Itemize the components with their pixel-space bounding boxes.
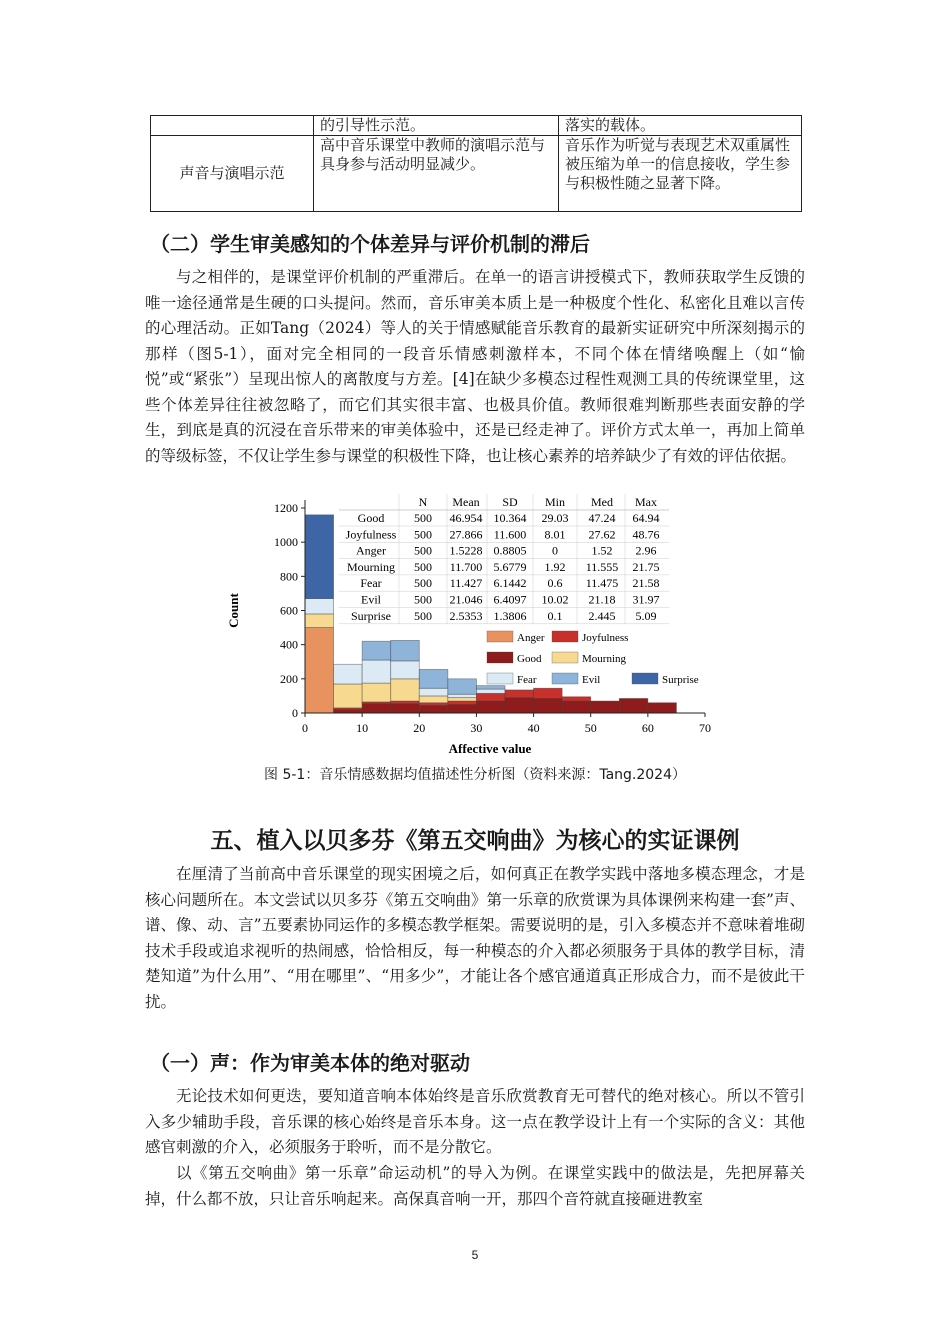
stats-cell: 0.6 <box>547 576 563 591</box>
stats-cell: 500 <box>414 608 432 623</box>
histogram-bar <box>419 696 448 703</box>
legend-swatch <box>632 673 658 684</box>
stats-cell: 11.555 <box>585 559 619 574</box>
stats-cell: 0 <box>552 543 558 558</box>
y-tick-label: 1200 <box>274 501 298 515</box>
legend-swatch <box>552 631 578 642</box>
x-tick-label: 40 <box>527 721 540 735</box>
x-tick-label: 10 <box>356 721 369 735</box>
stats-header: Max <box>635 495 657 509</box>
x-tick-label: 50 <box>584 721 597 735</box>
histogram-bar <box>391 640 420 661</box>
legend-swatch <box>552 652 578 663</box>
paragraph: 以《第五交响曲》第一乐章”命运动机”的导入为例。在课堂实践中的做法是，先把屏幕关掉，什么都不放，只让音乐响起来。高保真音响一开，那四个音符就直接砸进教室 <box>145 1164 805 1208</box>
histogram-bar <box>391 679 420 701</box>
stats-cell: 6.1442 <box>493 576 527 591</box>
stats-cell: 64.94 <box>632 511 660 525</box>
stats-header: Mean <box>452 495 480 509</box>
stats-cell: 10.364 <box>493 511 527 525</box>
y-tick-label: 200 <box>280 671 298 686</box>
stats-cell: 2.96 <box>635 543 657 558</box>
stats-header: N <box>418 495 428 509</box>
legend-swatch <box>487 652 513 663</box>
stats-cell: Mourning <box>347 559 395 574</box>
table-row <box>151 136 802 212</box>
stats-header: Med <box>591 495 613 509</box>
stats-cell: 500 <box>414 576 432 591</box>
y-tick-label: 600 <box>280 603 298 618</box>
stats-cell: 46.954 <box>449 511 483 525</box>
legend-label: Evil <box>582 674 601 686</box>
histogram-bar <box>505 698 534 713</box>
stats-cell: 11.700 <box>449 559 483 574</box>
legend-label: Surprise <box>662 674 699 686</box>
histogram-bar <box>476 686 505 689</box>
stats-cell: 31.97 <box>632 592 660 607</box>
histogram-bar <box>562 697 591 701</box>
figure-caption: 图 5-1：音乐情感数据均值描述性分析图（资料来源：Tang.2024） <box>264 767 686 783</box>
histogram-bar <box>476 701 505 713</box>
paragraph: 在厘清了当前高中音乐课堂的现实困境之后，如何真正在教学实践中落地多模态理念，才是核心问题所在。本文尝试以贝多芬《第五交响曲》第一乐章的欣赏课为具体课例来构建一套”声、谱、像、动、言”五要素协同运作的多模态教学框架。需要说明的是，引入多模态并不意味着堆砌技术手段或追求视听的热闹感，恰恰相反，每一种模态的介入都必须服务于具体的教学目标，清楚知道”为什么用”、“用在哪里”、“用多少”，才能让各个感官通道真正形成合力，而不是彼此干扰。 <box>145 865 805 1011</box>
stats-cell: 21.58 <box>632 576 660 591</box>
histogram-bar <box>334 710 363 713</box>
legend-label: Fear <box>517 674 537 686</box>
histogram-bar <box>391 704 420 713</box>
table-cell: 音乐作为听觉与表现艺术双重属性被压缩为单一的信息接收，学生参与积极性随之显著下降。 <box>559 136 802 212</box>
x-tick-label: 20 <box>413 721 426 735</box>
section-heading: （一）声：作为审美本体的绝对驱动 <box>150 1051 470 1075</box>
y-tick-label: 0 <box>292 706 298 720</box>
stats-cell: 1.3806 <box>493 608 527 623</box>
histogram-bar <box>391 661 420 679</box>
y-tick-label: 800 <box>280 569 298 584</box>
page-number: 5 <box>471 1248 479 1262</box>
stats-cell: Joyfulness <box>345 527 397 542</box>
stats-cell: 5.6779 <box>493 559 527 574</box>
table-row <box>151 116 802 136</box>
histogram-bar <box>362 683 391 702</box>
y-tick-label: 1000 <box>274 535 298 550</box>
histogram-bar <box>305 515 334 599</box>
histogram-bar <box>448 694 477 697</box>
stats-cell: 8.01 <box>544 527 566 542</box>
stats-cell: 0.1 <box>547 608 563 623</box>
table-cell: 高中音乐课堂中教师的演唱示范与具身参与活动明显减少。 <box>314 136 559 212</box>
legend-label: Joyfulness <box>582 632 629 644</box>
histogram-bar <box>619 698 648 713</box>
paragraph: 无论技术如何更迭，要知道音响本体始终是音乐欣赏教育无可替代的绝对核心。所以不管引入多少辅助手段，音乐课的核心始终是音乐本身。这一点在教学设计上有一个实际的含义：其他感官刺激的介入，必须服务于聆听，而不是分散它。 <box>145 1087 805 1156</box>
stats-cell: Evil <box>361 592 381 607</box>
histogram-bar <box>334 664 363 684</box>
stats-cell: 10.02 <box>541 592 569 607</box>
stats-cell: 500 <box>414 592 432 607</box>
x-tick-label: 30 <box>470 721 483 735</box>
histogram-chart <box>225 490 725 760</box>
histogram-bar <box>476 693 505 701</box>
histogram-bar <box>562 701 591 713</box>
stats-cell: 2.445 <box>588 608 616 623</box>
y-axis-label: Count <box>226 593 241 628</box>
stats-cell: 21.046 <box>449 592 483 607</box>
histogram-bar <box>448 704 477 713</box>
stats-header: Min <box>544 495 566 509</box>
stats-cell: 5.09 <box>635 608 657 623</box>
histogram-bar <box>362 660 391 683</box>
stats-cell: 11.475 <box>585 576 619 591</box>
table-cell: 声音与演唱示范 <box>151 136 314 212</box>
stats-cell: 1.92 <box>544 559 566 574</box>
histogram-bar <box>419 688 448 696</box>
histogram-bar <box>448 679 477 694</box>
y-tick-label: 400 <box>280 637 298 652</box>
stats-cell: 29.03 <box>541 511 569 525</box>
stats-cell: 500 <box>414 511 432 525</box>
table-cell <box>151 116 314 136</box>
stats-cell: Fear <box>360 576 382 591</box>
stats-cell: Good <box>357 511 385 525</box>
stats-header: SD <box>502 495 518 509</box>
histogram-bar <box>305 628 334 713</box>
legend-label: Anger <box>517 632 545 644</box>
stats-cell: 27.62 <box>588 527 616 542</box>
paragraph: 与之相伴的，是课堂评价机制的严重滞后。在单一的语言讲授模式下，教师获取学生反馈的唯一途径通常是生硬的口头提问。然而，音乐审美本质上是一种极度个性化、私密化且难以言传的心理活动。正如Tang（2024）等人的关于情感赋能音乐教育的最新实证研究中所深刻揭示的那样（图5-1），面对完全相同的一段音乐情感刺激样本，不同个体在情绪唤醒上（如“愉悦”或“紧张”）呈现出惊人的离散度与方差。[4]在缺少多模态过程性观测工具的传统课堂里，这些个体差异往往被忽略了，而它们其实很丰富、也极具价值。教师很难判断那些表面安静的学生，到底是真的沉浸在音乐带来的审美体验中，还是已经走神了。评价方式太单一，再加上简单的等级标签，不仅让学生参与课堂的积极性下降，也让核心素养的培养缺少了有效的评估依据。 <box>145 268 805 465</box>
histogram-bar <box>334 684 363 708</box>
section-heading: （二）学生审美感知的个体差异与评价机制的滞后 <box>150 232 590 256</box>
stats-cell: 0.8805 <box>493 543 527 558</box>
stats-cell: 47.24 <box>588 511 616 525</box>
histogram-bar <box>448 701 477 704</box>
histogram-bar <box>648 703 677 713</box>
histogram-bar <box>305 614 334 628</box>
histogram-bar <box>534 688 563 698</box>
stats-cell: Surprise <box>351 608 391 623</box>
stats-cell: Anger <box>356 543 386 558</box>
stats-cell: 21.18 <box>588 592 616 607</box>
histogram-bar <box>476 689 505 693</box>
stats-cell: 11.427 <box>449 576 483 591</box>
histogram-bar <box>419 669 448 688</box>
legend-swatch <box>487 631 513 642</box>
legend-swatch <box>487 673 513 684</box>
x-tick-label: 70 <box>699 721 711 735</box>
histogram-bar <box>505 690 534 698</box>
stats-cell: 500 <box>414 543 432 558</box>
histogram-bar <box>419 705 448 713</box>
histogram-bar <box>362 641 391 660</box>
histogram-bar <box>448 698 477 701</box>
section-title: 五、植入以贝多芬《第五交响曲》为核心的实证课例 <box>210 828 740 854</box>
stats-cell: 500 <box>414 559 432 574</box>
stats-cell: 27.866 <box>449 527 483 542</box>
histogram-bar <box>305 599 334 614</box>
legend-label: Mourning <box>582 653 626 665</box>
histogram-bar <box>362 704 391 713</box>
table-cell: 落实的载体。 <box>559 116 802 136</box>
stats-cell: 500 <box>414 527 432 542</box>
stats-cell: 6.4097 <box>493 592 527 607</box>
legend-swatch <box>552 673 578 684</box>
histogram-bar <box>534 698 563 713</box>
stats-cell: 1.52 <box>591 543 613 558</box>
x-tick-label: 0 <box>302 721 308 735</box>
modality-table <box>150 115 802 212</box>
histogram-bar <box>591 701 620 713</box>
stats-cell: 21.75 <box>632 559 660 574</box>
stats-cell: 11.600 <box>493 527 527 542</box>
table-cell: 的引导性示范。 <box>314 116 559 136</box>
x-axis-label: Affective value <box>448 741 532 756</box>
stats-cell: 48.76 <box>632 527 660 542</box>
legend-label: Good <box>517 653 542 665</box>
stats-cell: 1.5228 <box>449 543 483 558</box>
stats-cell: 2.5353 <box>449 608 483 623</box>
x-tick-label: 60 <box>641 721 654 735</box>
